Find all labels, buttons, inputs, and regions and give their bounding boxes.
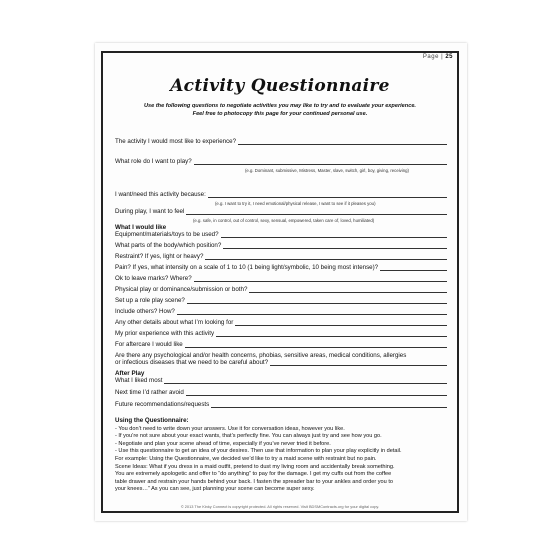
question-label: Ok to leave marks? Where? [115, 275, 192, 282]
answer-line[interactable] [380, 264, 447, 271]
question-liked-most [115, 377, 447, 384]
answer-line[interactable] [216, 330, 447, 337]
answer-line[interactable] [185, 341, 447, 348]
question-aftercare [115, 341, 447, 348]
question-role [115, 158, 447, 165]
question-others [115, 308, 447, 315]
using-line: your knees…” As you can see, just planning your scene can become super sexy. [115, 486, 315, 493]
using-line: For example: Using the Questionnaire, we decided we’d like to try a maid scene with restraint but no pain. [115, 455, 377, 462]
page-number-value: 25 [445, 54, 453, 60]
question-health [115, 359, 447, 366]
question-label: Next time I’d rather avoid [115, 389, 184, 396]
using-line: You are extremely apologetic and offer to “do anything” to pay for the damage. I get my cuffs out from the coffee [115, 471, 392, 478]
question-label: What role do I want to play? [115, 158, 192, 165]
question-hint: (e.g. safe, in control, out of control, sexy, sensual, empowered, taken care of, loved, humiliated) [193, 218, 375, 223]
using-line: - You don’t need to write down your answers. Use it for conversation ideas, however you like. [115, 425, 345, 432]
question-experience [115, 330, 447, 337]
question-future [115, 401, 447, 408]
question-health-line1: Are there any psychological and/or health concerns, phobias, sensitive areas, medical conditions, allergies [115, 352, 407, 359]
question-feel [115, 208, 447, 215]
copyright-footer: © 2013 The Kinky Connect is copyright protected. All rights reserved. Visit BDSMContracts.org for your digital copy. [180, 504, 380, 509]
question-label: Any other details about what I’m looking for [115, 319, 234, 326]
using-line: Scene Ideas: What if you dress in a maid outfit, pretend to dust my living room and accidentally break something. [115, 463, 395, 470]
question-label: The activity I would most like to experience? [115, 138, 237, 145]
question-label: My prior experience with this activity [115, 330, 215, 337]
using-line: - Negotiate and plan your scene ahead of time, especially if you’ve never tried it before. [115, 440, 331, 447]
question-body-parts [115, 242, 447, 249]
answer-line[interactable] [177, 308, 447, 315]
question-label: What I liked most [115, 377, 163, 384]
section-heading-like: What I would like [115, 224, 167, 231]
answer-line[interactable] [235, 319, 447, 326]
question-hint: (e.g. I want to try it, I need emotional/physical release, I want to see if it pleases you) [215, 201, 376, 206]
question-reason [115, 191, 447, 198]
question-label: What parts of the body/which position? [115, 242, 222, 249]
using-line: table drawer and restrain your hands behind your back. I fasten the spreader bar to your ankles and order you to [115, 478, 393, 485]
question-marks [115, 275, 447, 282]
page-label: Page [422, 54, 439, 60]
using-section [115, 417, 447, 494]
using-line: - Use this questionnaire to get an idea of your desires. Then use that information to plan your play explicitly in detail. [115, 448, 402, 455]
question-role-play [115, 297, 447, 304]
question-play-type [115, 286, 447, 293]
answer-line[interactable] [186, 389, 447, 396]
intro-text [113, 102, 447, 118]
question-label: Pain? If yes, what intensity on a scale of 1 to 10 (1 being light/symbolic, 10 being most intense)? [115, 264, 379, 271]
question-avoid [115, 389, 447, 396]
intro-line: Use the following questions to negotiate activities you may like to try and to evaluate your experience. [144, 103, 416, 109]
using-line: - If you’re not sure about your exact wants, that’s perfectly fine. You can always just try and see how you go. [115, 433, 382, 440]
answer-line[interactable] [194, 275, 447, 282]
question-hint: (e.g. Dominant, submissive, Mistress, Master, slave, switch, girl, boy, giving, receiving) [245, 168, 409, 173]
answer-line[interactable] [208, 191, 447, 198]
answer-line[interactable] [221, 231, 447, 238]
answer-line[interactable] [187, 297, 447, 304]
question-label: Restraint? If yes, light or heavy? [115, 253, 204, 260]
answer-line[interactable] [164, 377, 447, 384]
answer-line[interactable] [211, 401, 447, 408]
using-heading: Using the Questionnaire: [115, 417, 189, 424]
question-restraint [115, 253, 447, 260]
question-label: Equipment/materials/toys to be used? [115, 231, 219, 238]
page-number: Page | 25 [422, 54, 453, 60]
question-label: For aftercare I would like [115, 341, 183, 348]
section-heading-after: After Play [115, 370, 145, 377]
page-title: Activity Questionnaire [170, 76, 390, 96]
question-label: Physical play or dominance/submission or both? [115, 286, 248, 293]
answer-line[interactable] [238, 138, 447, 145]
answer-line[interactable] [270, 359, 447, 366]
answer-line[interactable] [205, 253, 447, 260]
question-label: or infectious diseases that we need to be careful about? [115, 359, 269, 366]
question-activity [115, 138, 447, 145]
question-label: Include others? How? [115, 308, 175, 315]
questionnaire-page [95, 43, 467, 521]
question-label: I want/need this activity because: [115, 191, 206, 198]
question-pain [115, 264, 447, 271]
question-label: During play, I want to feel [115, 208, 185, 215]
question-details [115, 319, 447, 326]
answer-line[interactable] [223, 242, 447, 249]
question-label: Set up a role play scene? [115, 297, 185, 304]
intro-line: Feel free to photocopy this page for your continued personal use. [192, 111, 368, 117]
question-label: Future recommendations/requests [115, 401, 210, 408]
answer-line[interactable] [194, 158, 447, 165]
page-border [101, 51, 459, 513]
answer-line[interactable] [249, 286, 447, 293]
answer-line[interactable] [186, 208, 447, 215]
question-equipment [115, 231, 447, 238]
